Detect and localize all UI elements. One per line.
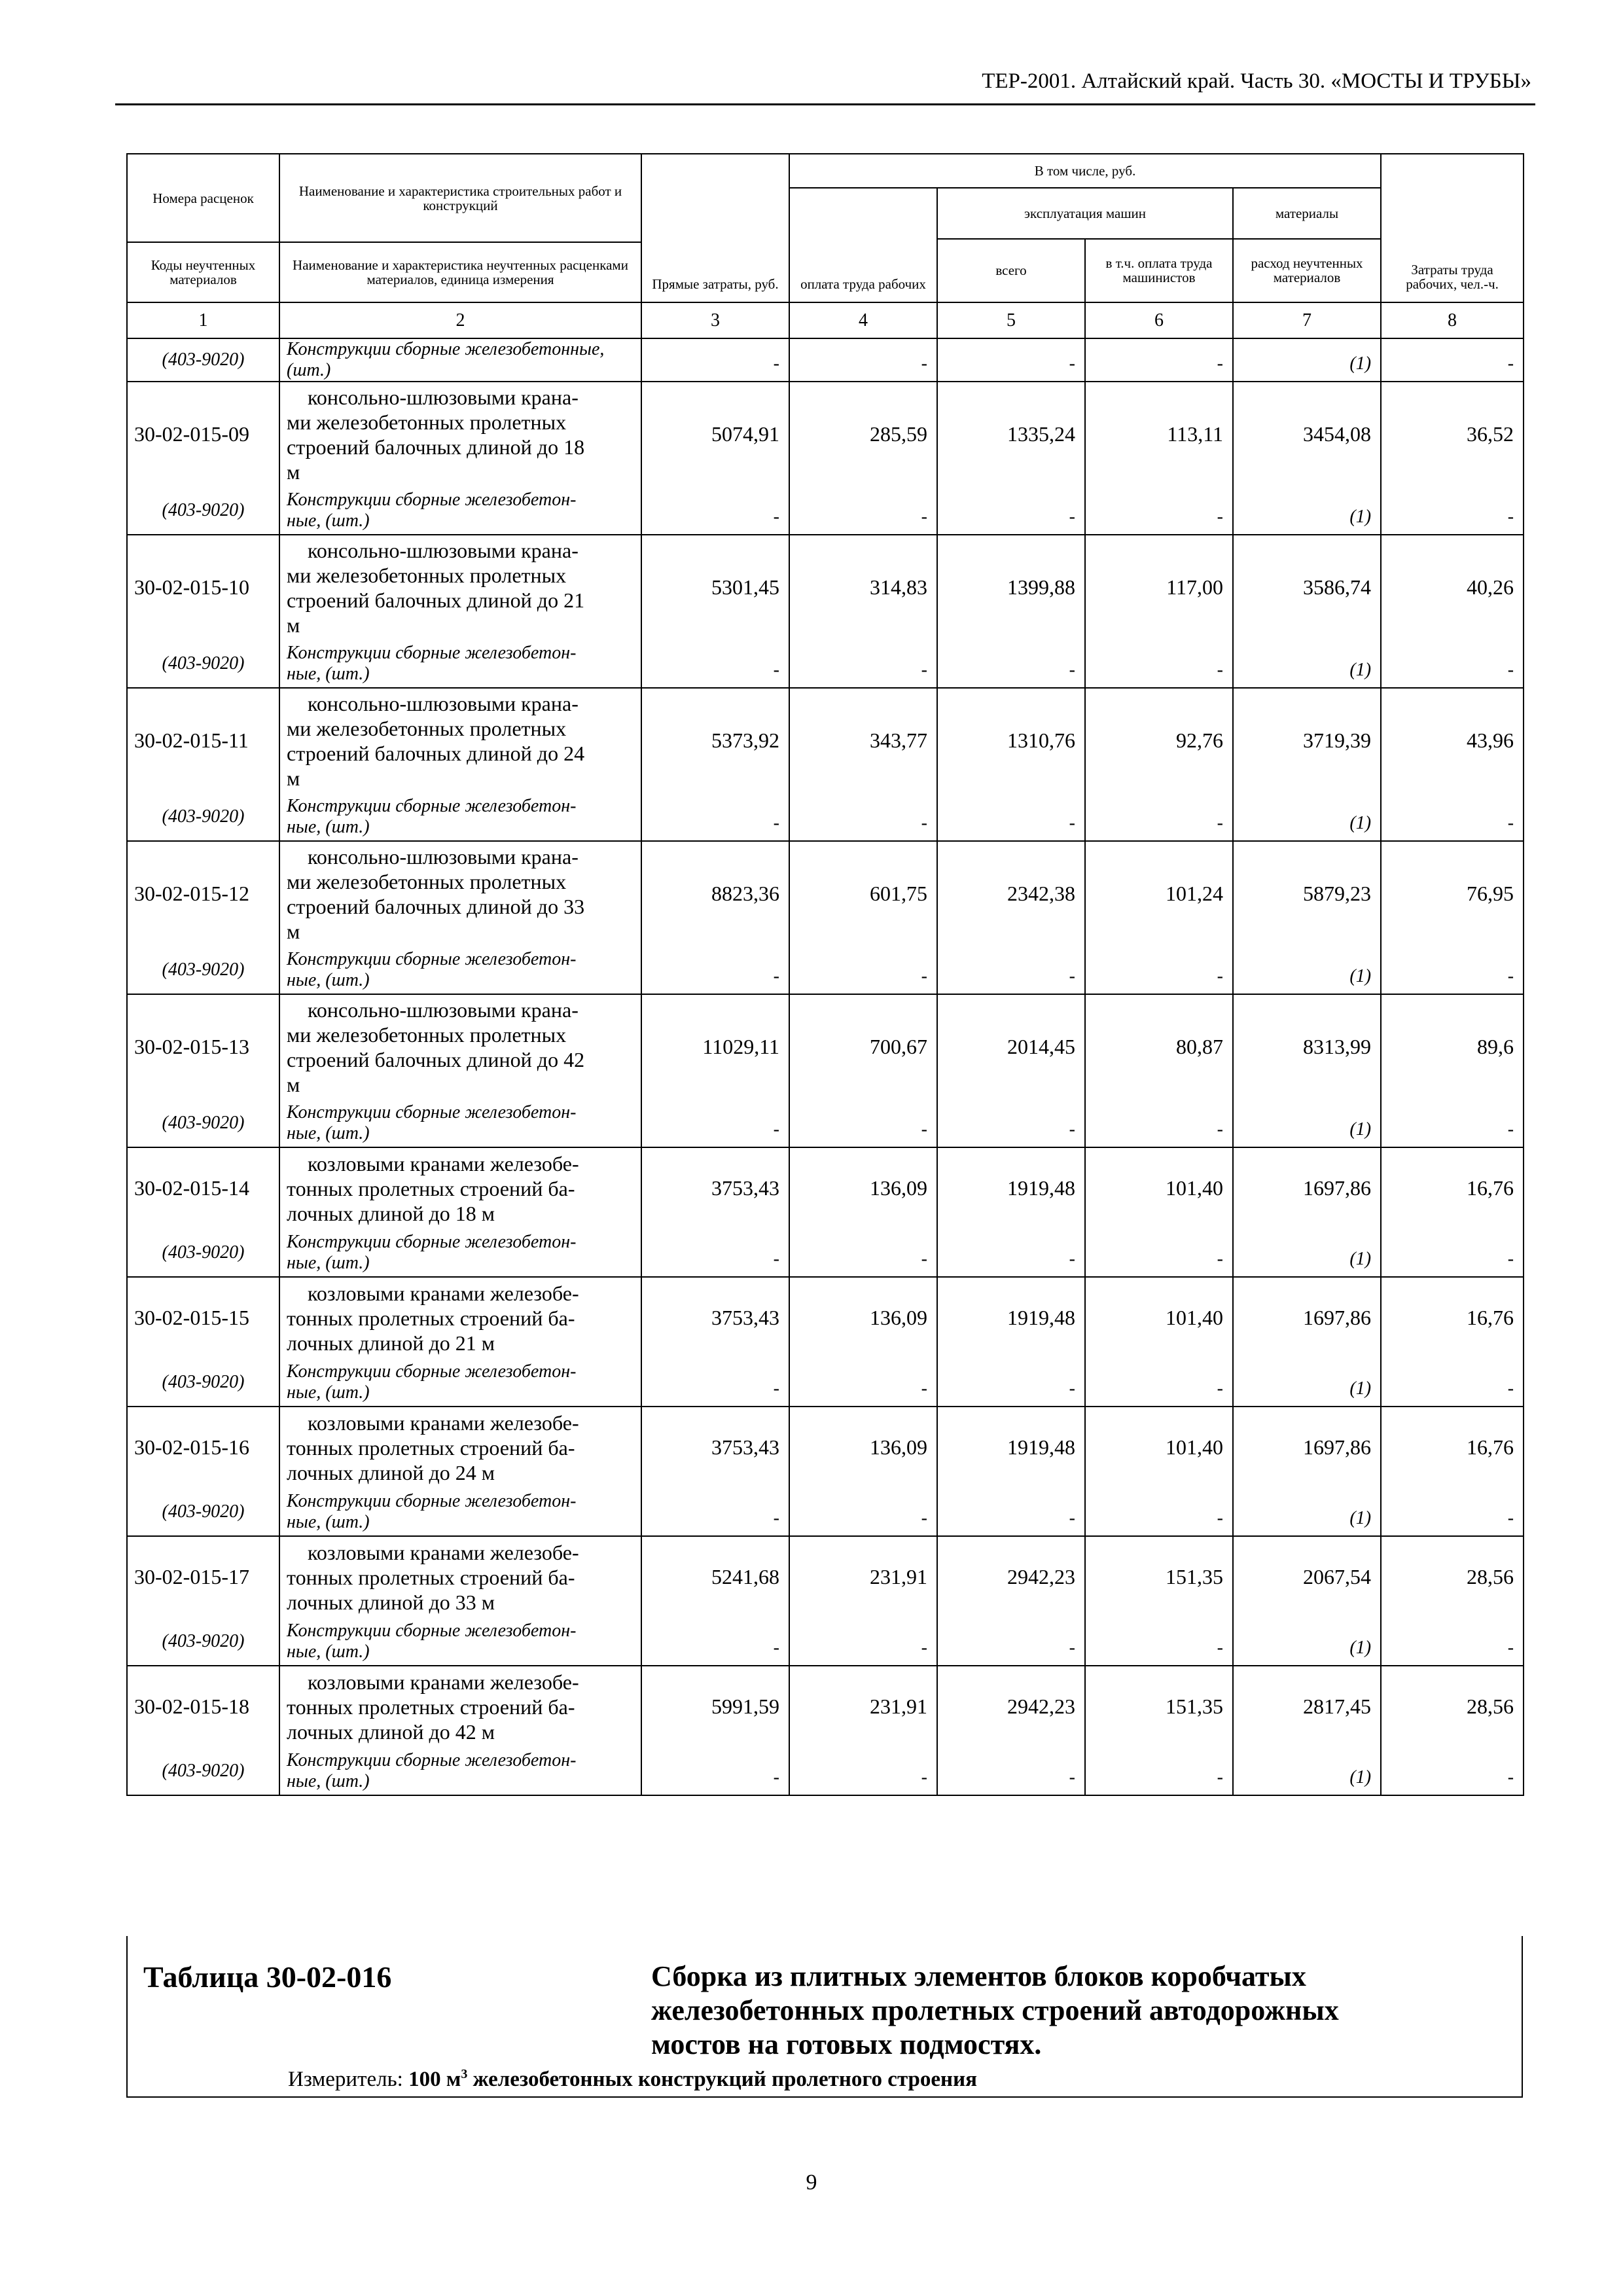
- value-cell: 16,76: [1381, 1147, 1524, 1229]
- value-cell: -: [937, 486, 1085, 535]
- value-cell: 1919,48: [937, 1277, 1085, 1358]
- value-cell: 700,67: [789, 994, 937, 1099]
- material-code: (403-9020): [127, 1358, 279, 1407]
- value-cell: 8313,99: [1233, 994, 1381, 1099]
- value-cell: -: [937, 1488, 1085, 1536]
- header-work-name: Наименование и характеристика строительных работ и конструкций: [279, 154, 641, 242]
- rate-row: [127, 1407, 1524, 1488]
- value-cell: 1310,76: [937, 688, 1085, 793]
- rate-row: [127, 1666, 1524, 1747]
- header-including: В том числе, руб.: [789, 154, 1381, 188]
- material-code: (403-9020): [127, 1099, 279, 1147]
- header-divider: [115, 103, 1535, 105]
- value-cell: -: [1085, 1229, 1233, 1277]
- value-cell: -: [1085, 1488, 1233, 1536]
- value-cell: -: [1381, 946, 1524, 994]
- value-cell: -: [789, 338, 937, 382]
- value-cell: 2942,23: [937, 1536, 1085, 1617]
- material-code: (403-9020): [127, 1229, 279, 1277]
- material-code: (403-9020): [127, 946, 279, 994]
- value-cell: -: [789, 793, 937, 841]
- value-cell: -: [789, 486, 937, 535]
- value-cell: 11029,11: [641, 994, 789, 1099]
- column-number: 8: [1381, 302, 1524, 338]
- material-name: Конструкции сборные железобетон- ные, (шт.): [279, 1617, 641, 1666]
- value-cell: 36,52: [1381, 382, 1524, 486]
- material-code: (403-9020): [127, 1488, 279, 1536]
- value-cell: 343,77: [789, 688, 937, 793]
- value-cell: -: [1085, 793, 1233, 841]
- value-cell: 113,11: [1085, 382, 1233, 486]
- rate-row: [127, 1536, 1524, 1617]
- material-name: Конструкции сборные железобетон- ные, (шт.): [279, 1488, 641, 1536]
- value-cell: -: [1085, 1747, 1233, 1795]
- value-cell: -: [1381, 338, 1524, 382]
- value-cell: -: [1381, 1617, 1524, 1666]
- material-name: Конструкции сборные железобетонные, (шт.): [279, 338, 641, 382]
- rate-code: 30-02-015-16: [127, 1407, 279, 1488]
- value-cell: -: [789, 1747, 937, 1795]
- value-cell: 28,56: [1381, 1536, 1524, 1617]
- value-cell: -: [1085, 639, 1233, 688]
- value-cell: -: [1381, 1747, 1524, 1795]
- value-cell: -: [1085, 486, 1233, 535]
- value-cell: (1): [1233, 1488, 1381, 1536]
- material-code: (403-9020): [127, 1617, 279, 1666]
- rate-description: козловыми кранами железобе- тонных пролетных строений ба- лочных длиной до 24 м: [279, 1407, 641, 1488]
- value-cell: -: [937, 946, 1085, 994]
- value-cell: -: [789, 1358, 937, 1407]
- value-cell: 231,91: [789, 1536, 937, 1617]
- header-machines-total: всего: [937, 239, 1085, 303]
- value-cell: 40,26: [1381, 535, 1524, 639]
- value-cell: 3753,43: [641, 1147, 789, 1229]
- value-cell: 16,76: [1381, 1277, 1524, 1358]
- value-cell: -: [789, 1617, 937, 1666]
- material-row: [127, 338, 1524, 382]
- value-cell: 92,76: [1085, 688, 1233, 793]
- value-cell: (1): [1233, 1229, 1381, 1277]
- value-cell: 2067,54: [1233, 1536, 1381, 1617]
- value-cell: 1335,24: [937, 382, 1085, 486]
- value-cell: -: [1085, 946, 1233, 994]
- value-cell: 5879,23: [1233, 841, 1381, 946]
- value-cell: 1697,86: [1233, 1407, 1381, 1488]
- rate-description: консольно-шлюзовыми крана- ми железобетонных пролетных строений балочных длиной до 18 м: [279, 382, 641, 486]
- header-machinist-pay: в т.ч. оплата труда машинистов: [1085, 239, 1233, 303]
- value-cell: 2942,23: [937, 1666, 1085, 1747]
- value-cell: (1): [1233, 1358, 1381, 1407]
- value-cell: 1399,88: [937, 535, 1085, 639]
- value-cell: -: [641, 1229, 789, 1277]
- value-cell: -: [1085, 338, 1233, 382]
- value-cell: -: [1381, 1229, 1524, 1277]
- material-row: [127, 793, 1524, 841]
- rates-table: [126, 153, 1524, 1796]
- value-cell: -: [641, 1358, 789, 1407]
- value-cell: 136,09: [789, 1277, 937, 1358]
- header-labor-costs: Затраты труда рабочих, чел.-ч.: [1381, 154, 1524, 302]
- material-code: (403-9020): [127, 793, 279, 841]
- value-cell: -: [1381, 793, 1524, 841]
- value-cell: 1919,48: [937, 1407, 1085, 1488]
- value-cell: -: [641, 1617, 789, 1666]
- value-cell: 101,40: [1085, 1147, 1233, 1229]
- value-cell: 28,56: [1381, 1666, 1524, 1747]
- rate-code: 30-02-015-18: [127, 1666, 279, 1747]
- rate-row: [127, 1147, 1524, 1229]
- measure-unit: Измеритель: 100 $м^3$ железобетонных конструкций пролетного строения: [288, 2067, 977, 2091]
- value-cell: 43,96: [1381, 688, 1524, 793]
- value-cell: 101,40: [1085, 1407, 1233, 1488]
- material-name: Конструкции сборные железобетон- ные, (шт.): [279, 1358, 641, 1407]
- material-name: Конструкции сборные железобетон- ные, (шт.): [279, 1229, 641, 1277]
- rate-code: 30-02-015-14: [127, 1147, 279, 1229]
- value-cell: -: [641, 338, 789, 382]
- value-cell: 314,83: [789, 535, 937, 639]
- column-number: 4: [789, 302, 937, 338]
- header-labor-pay: оплата труда рабочих: [789, 188, 937, 302]
- value-cell: 101,24: [1085, 841, 1233, 946]
- value-cell: 2014,45: [937, 994, 1085, 1099]
- value-cell: -: [1085, 1099, 1233, 1147]
- value-cell: 231,91: [789, 1666, 937, 1747]
- value-cell: 3719,39: [1233, 688, 1381, 793]
- material-row: [127, 1747, 1524, 1795]
- header-machines: эксплуатация машин: [937, 188, 1233, 239]
- material-code: (403-9020): [127, 639, 279, 688]
- material-row: [127, 1099, 1524, 1147]
- value-cell: (1): [1233, 1747, 1381, 1795]
- rate-description: консольно-шлюзовыми крана- ми железобетонных пролетных строений балочных длиной до 42 м: [279, 994, 641, 1099]
- column-number: 7: [1233, 302, 1381, 338]
- value-cell: 8823,36: [641, 841, 789, 946]
- value-cell: -: [937, 1617, 1085, 1666]
- value-cell: (1): [1233, 1617, 1381, 1666]
- value-cell: -: [937, 793, 1085, 841]
- column-number: 2: [279, 302, 641, 338]
- value-cell: -: [937, 1358, 1085, 1407]
- rate-row: [127, 382, 1524, 486]
- material-code: (403-9020): [127, 338, 279, 382]
- material-row: [127, 1229, 1524, 1277]
- rate-code: 30-02-015-11: [127, 688, 279, 793]
- material-name: Конструкции сборные железобетон- ные, (шт.): [279, 793, 641, 841]
- rate-row: [127, 688, 1524, 793]
- rate-description: козловыми кранами железобе- тонных пролетных строений ба- лочных длиной до 42 м: [279, 1666, 641, 1747]
- value-cell: 151,35: [1085, 1666, 1233, 1747]
- rate-code: 30-02-015-12: [127, 841, 279, 946]
- column-number: 5: [937, 302, 1085, 338]
- next-table-label: Таблица 30-02-016: [143, 1960, 392, 1994]
- value-cell: 5074,91: [641, 382, 789, 486]
- value-cell: -: [789, 946, 937, 994]
- rate-description: консольно-шлюзовыми крана- ми железобетонных пролетных строений балочных длиной до 24 м: [279, 688, 641, 793]
- rate-row: [127, 994, 1524, 1099]
- value-cell: (1): [1233, 793, 1381, 841]
- value-cell: -: [937, 338, 1085, 382]
- value-cell: 2817,45: [1233, 1666, 1381, 1747]
- value-cell: 16,76: [1381, 1407, 1524, 1488]
- value-cell: -: [937, 1099, 1085, 1147]
- column-number: 1: [127, 302, 279, 338]
- value-cell: 136,09: [789, 1407, 937, 1488]
- value-cell: -: [641, 1099, 789, 1147]
- value-cell: -: [641, 946, 789, 994]
- material-code: (403-9020): [127, 1747, 279, 1795]
- value-cell: -: [1381, 1488, 1524, 1536]
- next-table-title: Сборка из плитных элементов блоков коробчатых железобетонных пролетных строений автодорожных мостов на готовых подмостях.: [651, 1960, 1339, 2060]
- value-cell: 5241,68: [641, 1536, 789, 1617]
- value-cell: 1697,86: [1233, 1277, 1381, 1358]
- material-name: Конструкции сборные железобетон- ные, (шт.): [279, 1099, 641, 1147]
- column-numbers-row: [127, 302, 1524, 338]
- next-table-caption: [126, 1936, 1523, 2098]
- value-cell: 3753,43: [641, 1407, 789, 1488]
- value-cell: (1): [1233, 338, 1381, 382]
- value-cell: 2342,38: [937, 841, 1085, 946]
- value-cell: 80,87: [1085, 994, 1233, 1099]
- value-cell: -: [789, 1488, 937, 1536]
- header-material-codes: Коды неучтенных материалов: [127, 242, 279, 302]
- rate-description: консольно-шлюзовыми крана- ми железобетонных пролетных строений балочных длиной до 33 м: [279, 841, 641, 946]
- value-cell: 3454,08: [1233, 382, 1381, 486]
- material-row: [127, 1358, 1524, 1407]
- rate-code: 30-02-015-10: [127, 535, 279, 639]
- document-header-title: ТЕР-2001. Алтайский край. Часть 30. «МОСТЫ И ТРУБЫ»: [982, 69, 1531, 93]
- value-cell: -: [641, 1488, 789, 1536]
- material-row: [127, 486, 1524, 535]
- value-cell: (1): [1233, 486, 1381, 535]
- material-name: Конструкции сборные железобетон- ные, (шт.): [279, 639, 641, 688]
- material-name: Конструкции сборные железобетон- ные, (шт.): [279, 1747, 641, 1795]
- value-cell: (1): [1233, 1099, 1381, 1147]
- value-cell: -: [641, 639, 789, 688]
- rate-row: [127, 841, 1524, 946]
- column-number: 6: [1085, 302, 1233, 338]
- value-cell: 89,6: [1381, 994, 1524, 1099]
- value-cell: -: [937, 1229, 1085, 1277]
- header-rates-number: Номера расценок: [127, 154, 279, 242]
- material-row: [127, 1617, 1524, 1666]
- material-row: [127, 639, 1524, 688]
- value-cell: 117,00: [1085, 535, 1233, 639]
- value-cell: 3753,43: [641, 1277, 789, 1358]
- value-cell: 76,95: [1381, 841, 1524, 946]
- value-cell: 136,09: [789, 1147, 937, 1229]
- material-name: Конструкции сборные железобетон- ные, (шт.): [279, 946, 641, 994]
- material-name: Конструкции сборные железобетон- ные, (шт.): [279, 486, 641, 535]
- header-direct-costs: Прямые затраты, руб.: [641, 154, 789, 302]
- page-number: 9: [806, 2170, 817, 2195]
- value-cell: 1697,86: [1233, 1147, 1381, 1229]
- value-cell: 101,40: [1085, 1277, 1233, 1358]
- value-cell: 285,59: [789, 382, 937, 486]
- material-code: (403-9020): [127, 486, 279, 535]
- value-cell: 601,75: [789, 841, 937, 946]
- rate-description: козловыми кранами железобе- тонных пролетных строений ба- лочных длиной до 21 м: [279, 1277, 641, 1358]
- value-cell: -: [641, 486, 789, 535]
- rate-code: 30-02-015-17: [127, 1536, 279, 1617]
- rate-code: 30-02-015-15: [127, 1277, 279, 1358]
- value-cell: -: [1381, 486, 1524, 535]
- value-cell: -: [1381, 639, 1524, 688]
- rate-row: [127, 535, 1524, 639]
- value-cell: -: [789, 1229, 937, 1277]
- value-cell: 1919,48: [937, 1147, 1085, 1229]
- column-number: 3: [641, 302, 789, 338]
- value-cell: 151,35: [1085, 1536, 1233, 1617]
- value-cell: -: [789, 639, 937, 688]
- header-material-name: Наименование и характеристика неучтенных расценками материалов, единица измерения: [279, 242, 641, 302]
- header-unaccounted-materials: расход неучтенных материалов: [1233, 239, 1381, 303]
- value-cell: -: [1085, 1617, 1233, 1666]
- rate-row: [127, 1277, 1524, 1358]
- material-row: [127, 946, 1524, 994]
- value-cell: 5373,92: [641, 688, 789, 793]
- value-cell: -: [937, 639, 1085, 688]
- value-cell: -: [1381, 1099, 1524, 1147]
- value-cell: -: [1381, 1358, 1524, 1407]
- rate-description: консольно-шлюзовыми крана- ми железобетонных пролетных строений балочных длиной до 21 м: [279, 535, 641, 639]
- value-cell: (1): [1233, 639, 1381, 688]
- rate-code: 30-02-015-13: [127, 994, 279, 1099]
- material-row: [127, 1488, 1524, 1536]
- value-cell: 3586,74: [1233, 535, 1381, 639]
- value-cell: -: [641, 793, 789, 841]
- value-cell: -: [789, 1099, 937, 1147]
- value-cell: -: [641, 1747, 789, 1795]
- rate-code: 30-02-015-09: [127, 382, 279, 486]
- rate-description: козловыми кранами железобе- тонных пролетных строений ба- лочных длиной до 18 м: [279, 1147, 641, 1229]
- value-cell: -: [937, 1747, 1085, 1795]
- header-materials: материалы: [1233, 188, 1381, 239]
- value-cell: 5301,45: [641, 535, 789, 639]
- value-cell: -: [1085, 1358, 1233, 1407]
- rate-description: козловыми кранами железобе- тонных пролетных строений ба- лочных длиной до 33 м: [279, 1536, 641, 1617]
- value-cell: 5991,59: [641, 1666, 789, 1747]
- value-cell: (1): [1233, 946, 1381, 994]
